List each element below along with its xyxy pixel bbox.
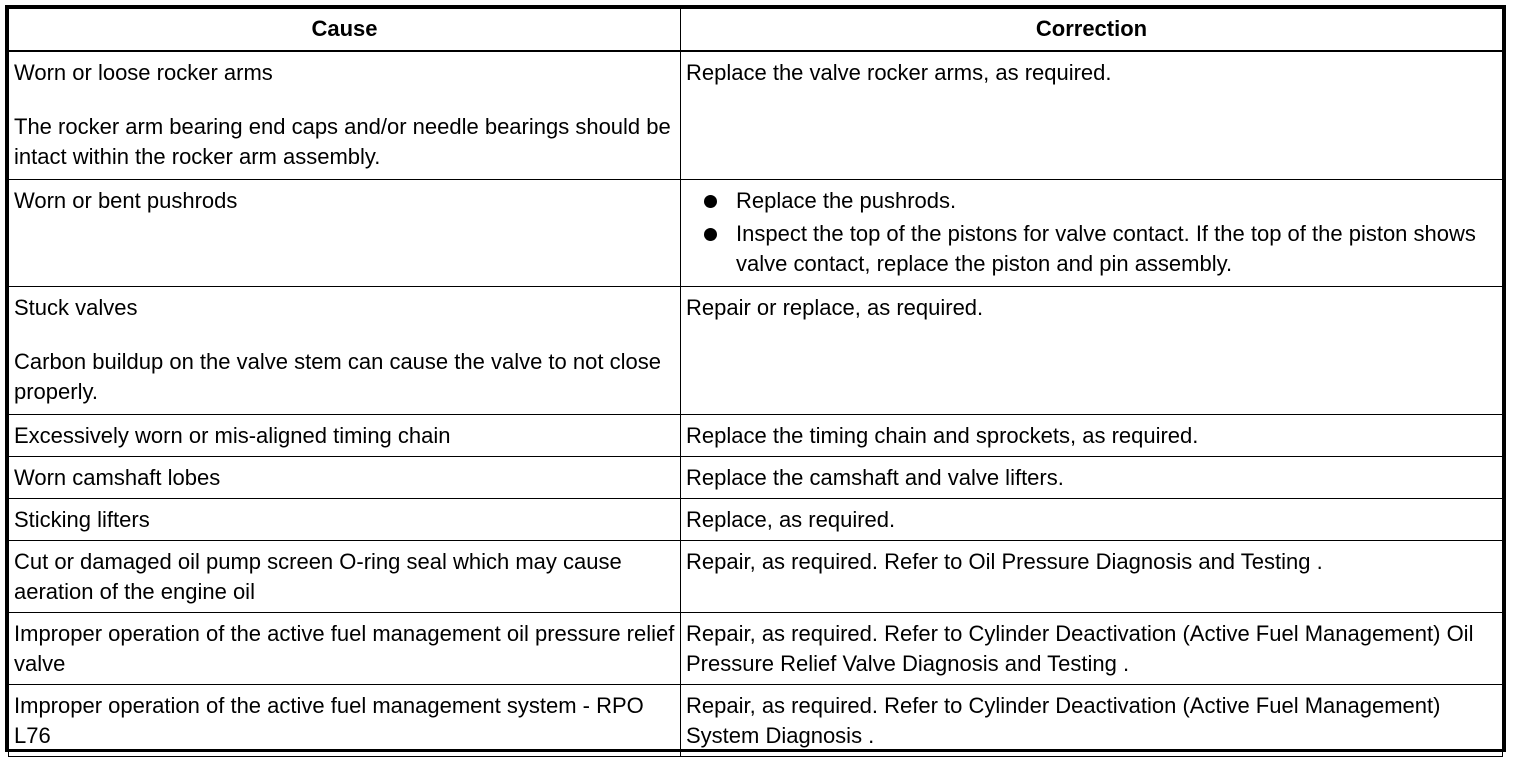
cause-text: Excessively worn or mis-aligned timing chain <box>14 423 451 448</box>
correction-cell <box>681 541 1503 613</box>
cause-cell <box>9 457 681 499</box>
correction-cell <box>681 287 1503 415</box>
header-correction: Correction <box>681 9 1503 51</box>
correction-cell <box>681 685 1503 757</box>
correction-bullet-list <box>686 186 1498 279</box>
correction-text: Repair or replace, as required. <box>686 295 984 320</box>
cause-text: Worn or loose rocker arms <box>14 59 273 85</box>
correction-text: Repair, as required. Refer to Oil Pressure Diagnosis and Testing . <box>686 549 1323 574</box>
cause-cell <box>9 613 681 685</box>
cause-text: Improper operation of the active fuel management oil pressure relief valve <box>14 621 675 676</box>
cause-cell <box>9 51 681 180</box>
table-row <box>9 613 1503 685</box>
table-row <box>9 685 1503 757</box>
correction-cell <box>681 457 1503 499</box>
cause-note: The rocker arm bearing end caps and/or needle bearings should be intact within the rocker arm assembly. <box>14 113 671 169</box>
cause-text: Improper operation of the active fuel management system - RPO L76 <box>14 693 644 748</box>
cause-text: Worn or bent pushrods <box>14 188 238 213</box>
correction-cell <box>681 180 1503 287</box>
cause-cell <box>9 499 681 541</box>
list-item <box>702 186 1498 216</box>
cause-text: Sticking lifters <box>14 507 150 532</box>
cause-correction-table <box>8 8 1503 757</box>
bullet-icon <box>704 228 717 241</box>
cause-cell <box>9 685 681 757</box>
cause-cell <box>9 415 681 457</box>
cause-cell <box>9 541 681 613</box>
correction-cell <box>681 415 1503 457</box>
table-row <box>9 51 1503 180</box>
table-row <box>9 499 1503 541</box>
table-row <box>9 287 1503 415</box>
correction-text: Replace the valve rocker arms, as required. <box>686 59 1112 85</box>
list-item <box>702 219 1498 279</box>
bullet-icon <box>704 195 717 208</box>
cause-text: Stuck valves <box>14 295 138 320</box>
correction-text: Repair, as required. Refer to Cylinder Deactivation (Active Fuel Management) System Diagnosis . <box>686 693 1441 748</box>
correction-cell <box>681 499 1503 541</box>
cause-cell <box>9 287 681 415</box>
table-row <box>9 457 1503 499</box>
cause-cell <box>9 180 681 287</box>
table-header-row <box>9 9 1503 51</box>
correction-cell <box>681 613 1503 685</box>
bullet-text: Inspect the top of the pistons for valve contact. If the top of the piston shows valve contact, replace the piston and pin assembly. <box>736 221 1476 276</box>
correction-cell <box>681 51 1503 180</box>
table-row <box>9 415 1503 457</box>
bullet-text: Replace the pushrods. <box>736 188 957 213</box>
correction-text: Replace the timing chain and sprockets, as required. <box>686 423 1199 448</box>
correction-text: Replace the camshaft and valve lifters. <box>686 465 1064 490</box>
cause-note: Carbon buildup on the valve stem can cause the valve to not close properly. <box>14 349 661 404</box>
cause-text: Cut or damaged oil pump screen O-ring seal which may cause aeration of the engine oil <box>14 549 622 604</box>
correction-text: Repair, as required. Refer to Cylinder Deactivation (Active Fuel Management) Oil Pressure Relief Valve Diagnosis and Testing . <box>686 621 1474 676</box>
header-cause: Cause <box>9 9 681 51</box>
cause-text: Worn camshaft lobes <box>14 465 221 490</box>
correction-text: Replace, as required. <box>686 507 896 532</box>
table-row <box>9 180 1503 287</box>
diagnosis-table-container <box>5 5 1506 752</box>
table-row <box>9 541 1503 613</box>
